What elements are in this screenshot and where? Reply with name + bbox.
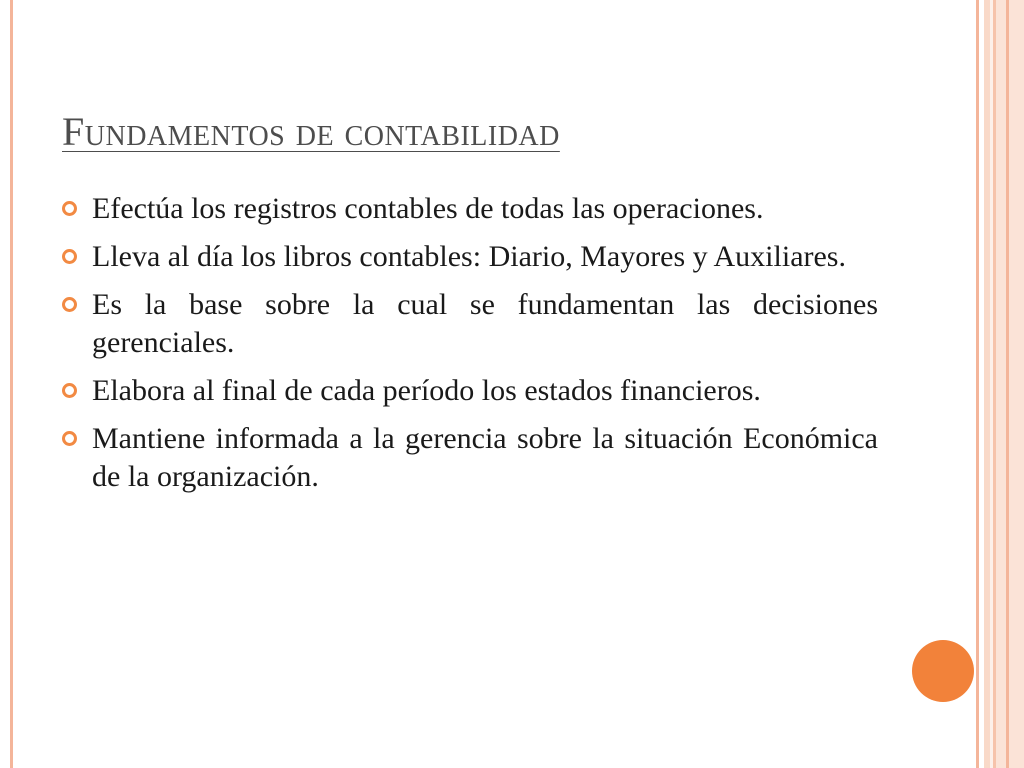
- slide-title: Fundamentos de contabilidad: [62, 109, 560, 154]
- ring-bullet-icon: [62, 249, 77, 264]
- ring-bullet-icon: [62, 431, 77, 446]
- decorative-circle-icon: [912, 640, 974, 702]
- bullet-text: Elabora al final de cada período los estados financieros.: [92, 374, 761, 407]
- right-decor-band: [984, 0, 1024, 768]
- bullet-item: [62, 372, 878, 410]
- left-border-stripe: [10, 0, 13, 768]
- bullet-item: [62, 286, 878, 362]
- ring-bullet-icon: [62, 201, 77, 216]
- ring-bullet-icon: [62, 383, 77, 398]
- bullet-text: Lleva al día los libros contables: Diario, Mayores y Auxiliares.: [92, 240, 846, 273]
- bullet-item: [62, 190, 878, 228]
- bullet-item: [62, 238, 878, 276]
- bullet-list: [62, 190, 878, 506]
- bullet-item: [62, 420, 878, 496]
- ring-bullet-icon: [62, 297, 77, 312]
- bullet-text: Mantiene informada a la gerencia sobre la situación Económica de la organización.: [92, 422, 878, 493]
- right-border-stripe: [976, 0, 979, 768]
- bullet-text: Efectúa los registros contables de todas las operaciones.: [92, 192, 764, 225]
- bullet-text: Es la base sobre la cual se fundamentan las decisiones gerenciales.: [92, 288, 878, 359]
